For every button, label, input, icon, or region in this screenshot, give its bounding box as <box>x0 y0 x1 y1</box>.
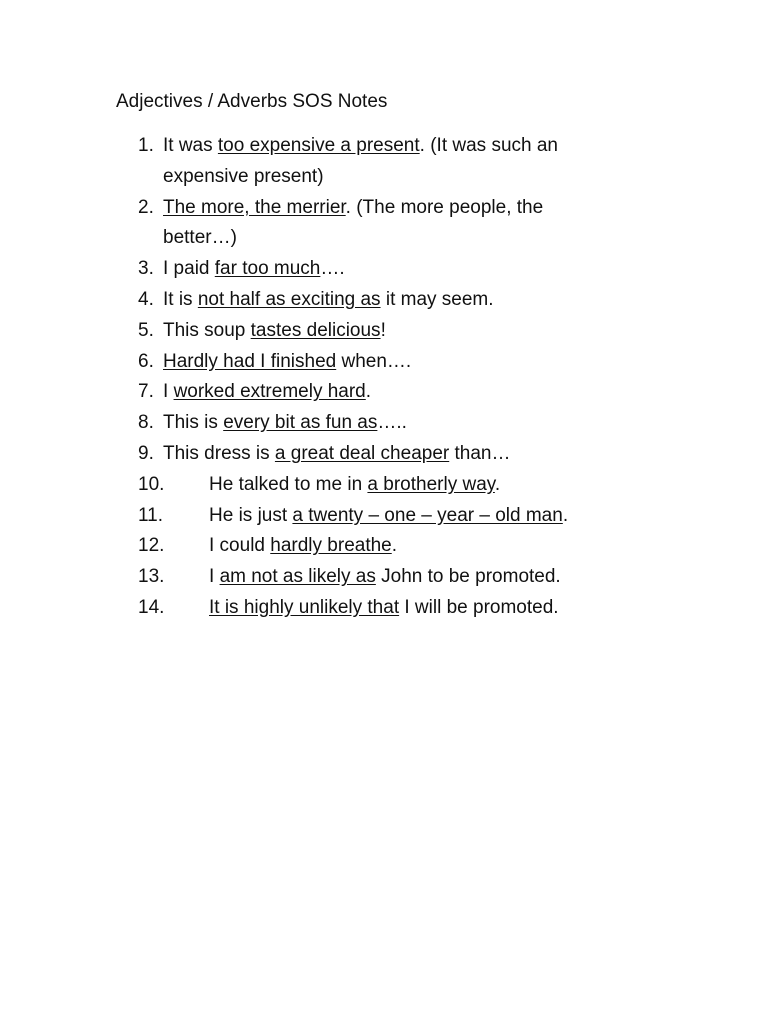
item-number: 2. <box>138 196 154 218</box>
list-item <box>0 285 768 316</box>
item-text: It is highly unlikely that I will be promoted. <box>209 596 559 618</box>
list-item <box>0 593 768 624</box>
underlined-phrase: hardly breathe <box>270 535 392 557</box>
item-number: 11. <box>138 504 164 526</box>
item-text: The more, the merrier. (The more people, the better…) <box>163 196 544 249</box>
underlined-phrase: worked extremely hard <box>173 381 366 403</box>
list-item <box>0 316 768 347</box>
item-text: I paid far too much…. <box>163 258 345 280</box>
item-text: It is not half as exciting as it may seem. <box>163 288 494 310</box>
list-item <box>0 131 768 193</box>
item-number: 8. <box>138 412 154 434</box>
item-number: 12. <box>138 535 165 557</box>
list-item <box>0 562 768 593</box>
underlined-phrase: a great deal cheaper <box>274 442 450 464</box>
item-text: This is every bit as fun as….. <box>163 412 407 434</box>
item-number: 10. <box>138 473 165 495</box>
item-text: I am not as likely as John to be promoted. <box>209 566 561 588</box>
item-number: 9. <box>138 442 154 464</box>
item-text: Hardly had I finished when…. <box>163 350 412 372</box>
list-item <box>0 439 768 470</box>
notes-list <box>0 131 768 624</box>
underlined-phrase: a twenty – one – year – old man <box>292 504 563 526</box>
list-item <box>0 531 768 562</box>
list-item <box>0 377 768 408</box>
underlined-phrase: The more, the merrier <box>163 196 346 218</box>
underlined-phrase: not half as exciting as <box>197 288 381 310</box>
list-item <box>0 470 768 501</box>
item-number: 4. <box>138 288 154 310</box>
underlined-phrase: am not as likely as <box>219 566 376 588</box>
underlined-phrase: Hardly had I finished <box>163 350 337 372</box>
list-item <box>0 254 768 285</box>
item-number: 5. <box>138 319 154 341</box>
item-text: This soup tastes delicious! <box>163 319 386 341</box>
item-text: I worked extremely hard. <box>163 381 372 403</box>
item-number: 13. <box>138 566 165 588</box>
item-number: 7. <box>138 381 154 403</box>
item-text: This dress is a great deal cheaper than… <box>163 442 511 464</box>
item-number: 6. <box>138 350 154 372</box>
item-text: He is just a twenty – one – year – old man. <box>209 504 569 526</box>
underlined-phrase: far too much <box>214 258 321 280</box>
item-text: I could hardly breathe. <box>209 535 398 557</box>
underlined-phrase: a brotherly way <box>367 473 495 495</box>
item-number: 1. <box>138 135 154 156</box>
underlined-phrase: tastes delicious <box>250 319 381 341</box>
page-title: Adjectives / Adverbs SOS Notes <box>116 91 388 112</box>
list-item <box>0 408 768 439</box>
item-text: He talked to me in a brotherly way. <box>209 473 501 495</box>
item-number: 14. <box>138 596 165 618</box>
underlined-phrase: It is highly unlikely that <box>209 596 400 618</box>
underlined-phrase: too expensive a present <box>217 135 420 156</box>
item-number: 3. <box>138 258 154 280</box>
list-item <box>0 193 768 255</box>
underlined-phrase: every bit as fun as <box>223 412 378 434</box>
item-text: It was too expensive a present. (It was such an expensive present) <box>163 135 558 187</box>
list-item <box>0 347 768 378</box>
list-item <box>0 501 768 532</box>
